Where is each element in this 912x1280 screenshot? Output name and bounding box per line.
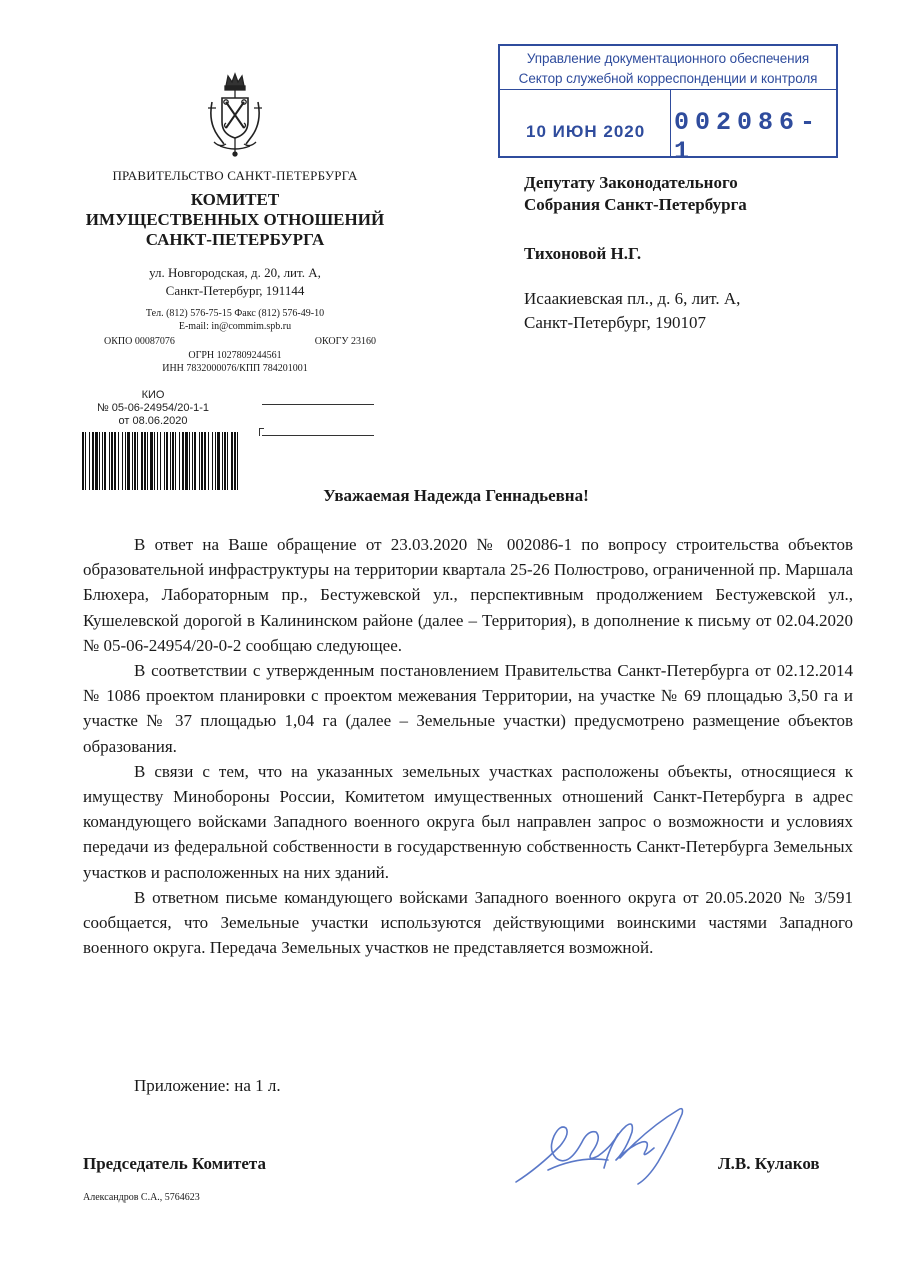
- barcode-bar: [157, 432, 158, 490]
- committee-address: [80, 264, 390, 300]
- barcode-bar: [125, 432, 126, 490]
- barcode-bar: [208, 432, 209, 490]
- addressee-address: [524, 287, 740, 335]
- stamp-number: 002086-1: [674, 108, 822, 166]
- paragraph-2: В соответствии с утвержденным постановлением Правительства Санкт-Петербурга от 02.12.2014 № 1086 проектом планировки с проектом межевания Территории, на участке № 69 площадью 3,50 га и участке № 37 площадью 1,04 га (далее – Земельные участки) предусмотрено размещение объектов образования.: [83, 661, 853, 756]
- paragraph-4: В ответном письме командующего войсками Западного военного округа от 20.05.2020 № 3/591 сообщается, что Земельные участки используются действующими воинскими частями Западного военного округа. Передача Земельных участков не представляется возможной.: [83, 887, 853, 958]
- stamp-date: 10 ИЮН 2020: [526, 122, 646, 141]
- barcode-bar: [144, 432, 146, 490]
- okogu: ОКОГУ 23160: [314, 336, 376, 347]
- barcode-bar: [192, 432, 193, 490]
- executor-contact: Александров С.А., 5764623: [83, 1192, 200, 1203]
- paragraph-3: В связи с тем, что на указанных земельных участках расположены объекты, относящиеся к имуществу Минобороны России, Комитетом имущественных отношений Санкт-Петербурга в адрес командующего войсками Западного военного округа был направлен запрос о возможности и условиях передачи из федеральной собственности в государственную собственность Санкт-Петербурга Земельных участков и расположенных на них зданий.: [83, 761, 853, 882]
- outgoing-org: КИО: [141, 389, 165, 401]
- reference-line-1: [262, 404, 374, 405]
- registration-codes: [80, 349, 390, 375]
- government-name: ПРАВИТЕЛЬСТВО САНКТ-ПЕТЕРБУРГА: [112, 168, 358, 183]
- barcode-bar: [102, 432, 103, 490]
- barcode-bar: [217, 432, 220, 490]
- okpo: ОКПО 00087076: [104, 336, 175, 347]
- signer-name: Л.В. Кулаков: [718, 1154, 820, 1173]
- barcode-bar: [194, 432, 196, 490]
- signer-position: Председатель Комитета: [83, 1154, 266, 1173]
- outgoing-registration: [78, 389, 228, 428]
- barcode-bar: [215, 432, 216, 490]
- barcode-bar: [199, 432, 200, 490]
- barcode-bar: [122, 432, 123, 490]
- committee-contacts: [80, 307, 390, 333]
- barcode-bar: [92, 432, 94, 490]
- barcode-bar: [82, 432, 84, 490]
- reference-line-2: [262, 435, 374, 436]
- email: E-mail: in@commim.spb.ru: [178, 321, 292, 332]
- barcode-bar: [222, 432, 223, 490]
- barcode-bar: [201, 432, 203, 490]
- addressee-title: [524, 172, 747, 216]
- barcode-bar: [166, 432, 168, 490]
- stamp-vertical-divider: [670, 89, 671, 156]
- address-line-2: Санкт-Петербург, 191144: [165, 283, 305, 298]
- inn-kpp: ИНН 7832000076/КПП 784201001: [162, 363, 308, 374]
- paragraph-1: В ответ на Ваше обращение от 23.03.2020 № 002086-1 по вопросу строительства объектов образовательной инфраструктуры на территории квартала 25-26 Полюстрово, ограниченной пр. Маршала Блюхера, Лабораторным пр., Бестужевской ул., перспективным продолжением Бестужевской ул., Кушелевской дорогой в Калининском районе (далее – Территория), в дополнение к письму от 02.04.2020 № 05-06-24954/20-0-2 сообщаю следующее.: [83, 535, 853, 655]
- barcode-bar: [150, 432, 153, 490]
- barcode-bar: [89, 432, 90, 490]
- addressee-address-line-2: Санкт-Петербург, 190107: [524, 313, 706, 332]
- barcode-bar: [227, 432, 228, 490]
- barcode-bar: [224, 432, 226, 490]
- stamp-line-2: Сектор служебной корреспонденции и контроля: [518, 71, 818, 86]
- barcode-bar: [137, 432, 138, 490]
- barcode-bar: [189, 432, 190, 490]
- stamp-divider: [500, 89, 836, 90]
- barcode-bar: [175, 432, 176, 490]
- barcode-bar: [231, 432, 233, 490]
- barcode-bar: [172, 432, 174, 490]
- barcode-bar: [237, 432, 238, 490]
- barcode-bar: [179, 432, 180, 490]
- committee-name: [80, 190, 390, 250]
- stamp-line-1: Управление документационного обеспечения: [526, 51, 810, 66]
- ogrn: ОГРН 1027809244561: [188, 350, 282, 361]
- barcode-bar: [114, 432, 116, 490]
- address-line-1: ул. Новгородская, д. 20, лит. А,: [149, 265, 321, 280]
- committee-line-3: САНКТ-ПЕТЕРБУРГА: [145, 230, 325, 249]
- registration-stamp: [498, 44, 838, 166]
- barcode-bar: [154, 432, 155, 490]
- barcode-bar: [182, 432, 184, 490]
- addressee-title-line-1: Депутату Законодательного: [524, 173, 738, 192]
- barcode-bar: [111, 432, 113, 490]
- barcode-bar: [127, 432, 130, 490]
- committee-line-2: ИМУЩЕСТВЕННЫХ ОТНОШЕНИЙ: [85, 210, 385, 229]
- barcode-bar: [147, 432, 148, 490]
- handwritten-signature-icon: [508, 1098, 708, 1190]
- outgoing-number: № 05-06-24954/20-1-1: [96, 402, 210, 414]
- attachment-note: Приложение: на 1 л.: [134, 1076, 281, 1095]
- barcode-bar: [109, 432, 110, 490]
- addressee-address-line-1: Исаакиевская пл., д. 6, лит. А,: [524, 289, 741, 308]
- barcode-bar: [170, 432, 171, 490]
- barcode-bar: [160, 432, 161, 490]
- barcode-bar: [185, 432, 188, 490]
- barcode-bar: [164, 432, 165, 490]
- barcode-bar: [234, 432, 236, 490]
- barcode-bar: [134, 432, 136, 490]
- barcode-icon: [80, 432, 240, 490]
- committee-line-1: КОМИТЕТ: [190, 190, 280, 209]
- outgoing-date: от 08.06.2020: [118, 415, 188, 427]
- barcode-bar: [118, 432, 119, 490]
- addressee-name: Тихоновой Н.Г.: [524, 244, 642, 263]
- barcode-bar: [85, 432, 86, 490]
- barcode-bar: [99, 432, 100, 490]
- barcode-bar: [204, 432, 206, 490]
- barcode-bar: [95, 432, 98, 490]
- salutation: Уважаемая Надежда Геннадьевна!: [323, 486, 589, 505]
- barcode-bar: [104, 432, 106, 490]
- barcode-bar: [212, 432, 213, 490]
- okpo-okogu-row: [104, 336, 376, 347]
- coat-of-arms-icon: [204, 72, 266, 160]
- addressee-title-line-2: Собрания Санкт-Петербурга: [524, 195, 747, 214]
- barcode-bar: [141, 432, 143, 490]
- letter-body: [83, 532, 853, 960]
- phone-fax: Тел. (812) 576-75-15 Факс (812) 576-49-10: [145, 308, 325, 319]
- barcode-bar: [132, 432, 133, 490]
